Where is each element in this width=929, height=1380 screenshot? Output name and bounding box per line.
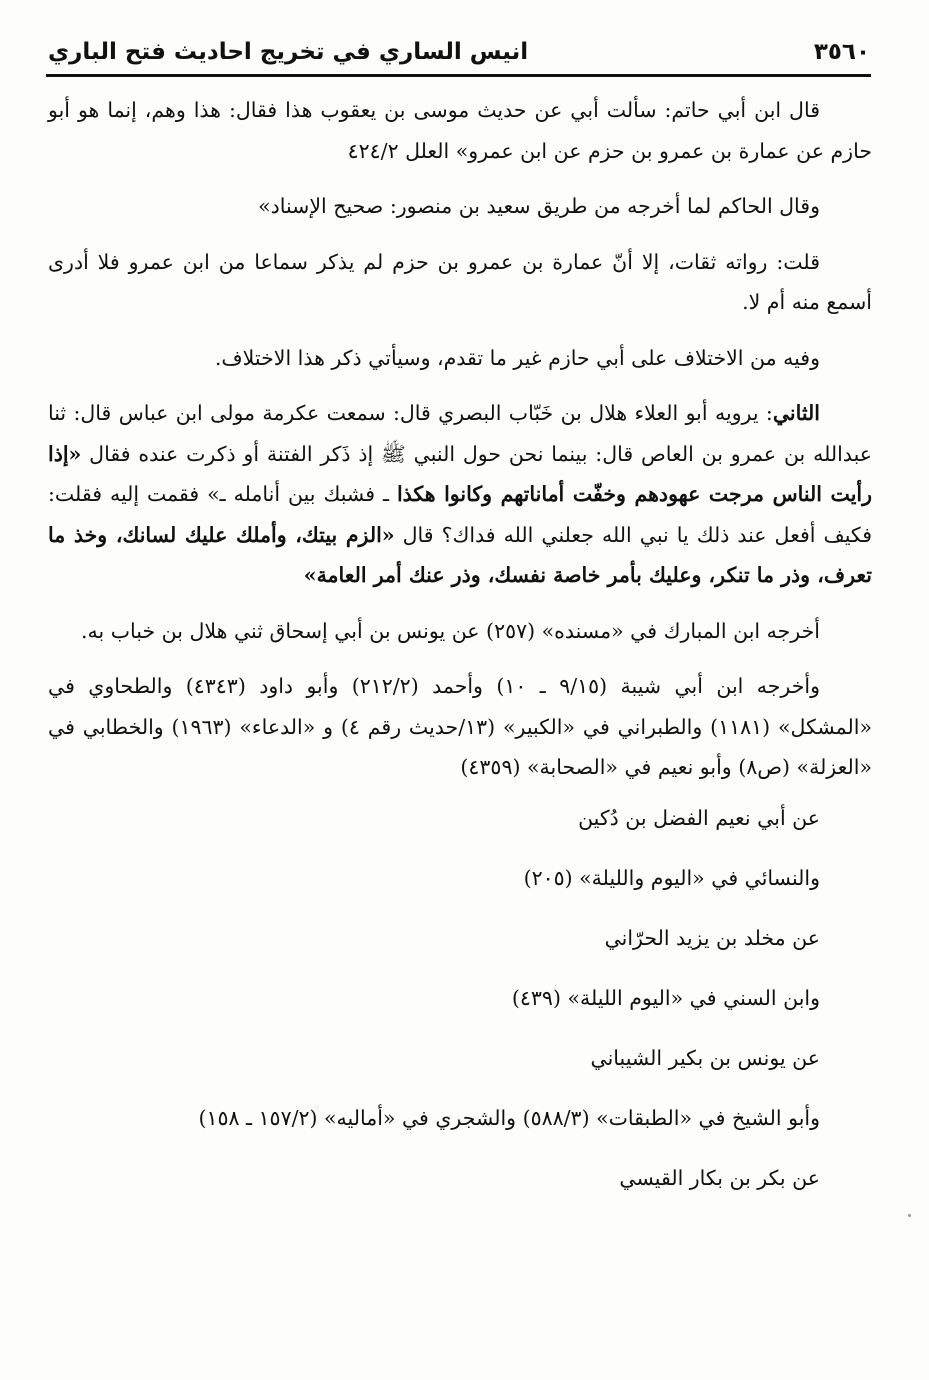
page-header (48, 32, 870, 72)
chain-line: عن مخلد بن يزيد الحرّاني (604, 925, 820, 950)
chain-line: والنسائي في «اليوم والليلة» (٢٠٥) (523, 865, 820, 890)
paragraph-lead: الثاني (772, 401, 820, 425)
running-title: انيس الساري في تخريج احاديث فتح الباري (48, 39, 529, 65)
page-body (48, 90, 872, 1218)
paragraph-hakim: وقال الحاكم لما أخرجه من طريق سعيد بن منصور: صحيح الإسناد» (258, 194, 820, 218)
chain-line: وابن السني في «اليوم الليلة» (٤٣٩) (511, 985, 820, 1010)
chain-line: وأبو الشيخ في «الطبقات» (٥٨٨/٣) والشجري في «أماليه» (١٥٧/٢ ـ ١٥٨) (198, 1105, 820, 1130)
paragraph-comment: قلت: رواته ثقات، إلا أنّ عمارة بن عمرو بن حزم لم يذكر سماعا من ابن عمرو فلا أدرى أسمع منه أم لا. (48, 249, 872, 314)
paragraph-text: ـ فشبك بين أنامله ـ» فقمت إليه فقلت: فكيف أفعل عند ذلك يا نبي الله جعلني الله فداك؟ قال (48, 482, 872, 547)
paragraph-ibn-mubarak: أخرجه ابن المبارك في «مسنده» (٢٥٧) عن يونس بن أبي إسحاق ثني هلال بن خباب به. (81, 618, 820, 643)
chain-list (48, 798, 872, 1199)
paragraph-ikhtilaf: وفيه من الاختلاف على أبي حازم غير ما تقدم، وسيأتي ذكر هذا الاختلاف. (214, 345, 820, 370)
scan-speck (908, 1214, 911, 1217)
hadith-text: «إذا رأيت الناس مرجت عهودهم وخفّت أماناتهم وكانوا هكذا (48, 441, 872, 506)
chain-line: عن أبي نعيم الفضل بن دُكين (578, 805, 820, 830)
paragraph-abi-hatim: قال ابن أبي حاتم: سألت أبي عن حديث موسى بن يعقوب هذا فقال: هذا وهم، إنما هو أبو حازم عن عمارة بن عمرو بن حزم عن ابن عمرو» العلل ٤٢٤/٢ (48, 98, 872, 163)
paragraph-takhrij: وأخرجه ابن أبي شيبة (٩/١٥ ـ ١٠) وأحمد (٢١٢/٢) وأبو داود (٤٣٤٣) والطحاوي في «المشكل» (١١٨١) والطبراني في «الكبير» (١٣/حديث رقم ٤) و «الدعاء» (١٩٦٣) والخطابي في «العزلة» (ص٨) وأبو نعيم في «الصحابة» (٤٣٥٩) (48, 674, 872, 779)
chain-line: عن بكر بن بكار القيسي (619, 1165, 820, 1190)
chain-line: عن يونس بن بكير الشيباني (590, 1045, 820, 1070)
hadith-text: «الزم بيتك، وأملك عليك لسانك، وخذ ما تعرف، وذر ما تنكر، وعليك بأمر خاصة نفسك، وذر عنك أمر العامة» (48, 522, 872, 587)
paragraph-text: : يرويه أبو العلاء هلال بن خَبّاب البصري قال: سمعت عكرمة مولى ابن عباس قال: ثنا عبدالله بن عمرو بن العاص قال: بينما نحن حول النبي ﷺ إذ ذَكر الفتنة أو ذكرت عنده فقال (48, 401, 872, 466)
header-rule (46, 74, 871, 77)
page-number: ٣٥٦٠ (813, 39, 870, 65)
paragraph-second-route (48, 393, 872, 596)
